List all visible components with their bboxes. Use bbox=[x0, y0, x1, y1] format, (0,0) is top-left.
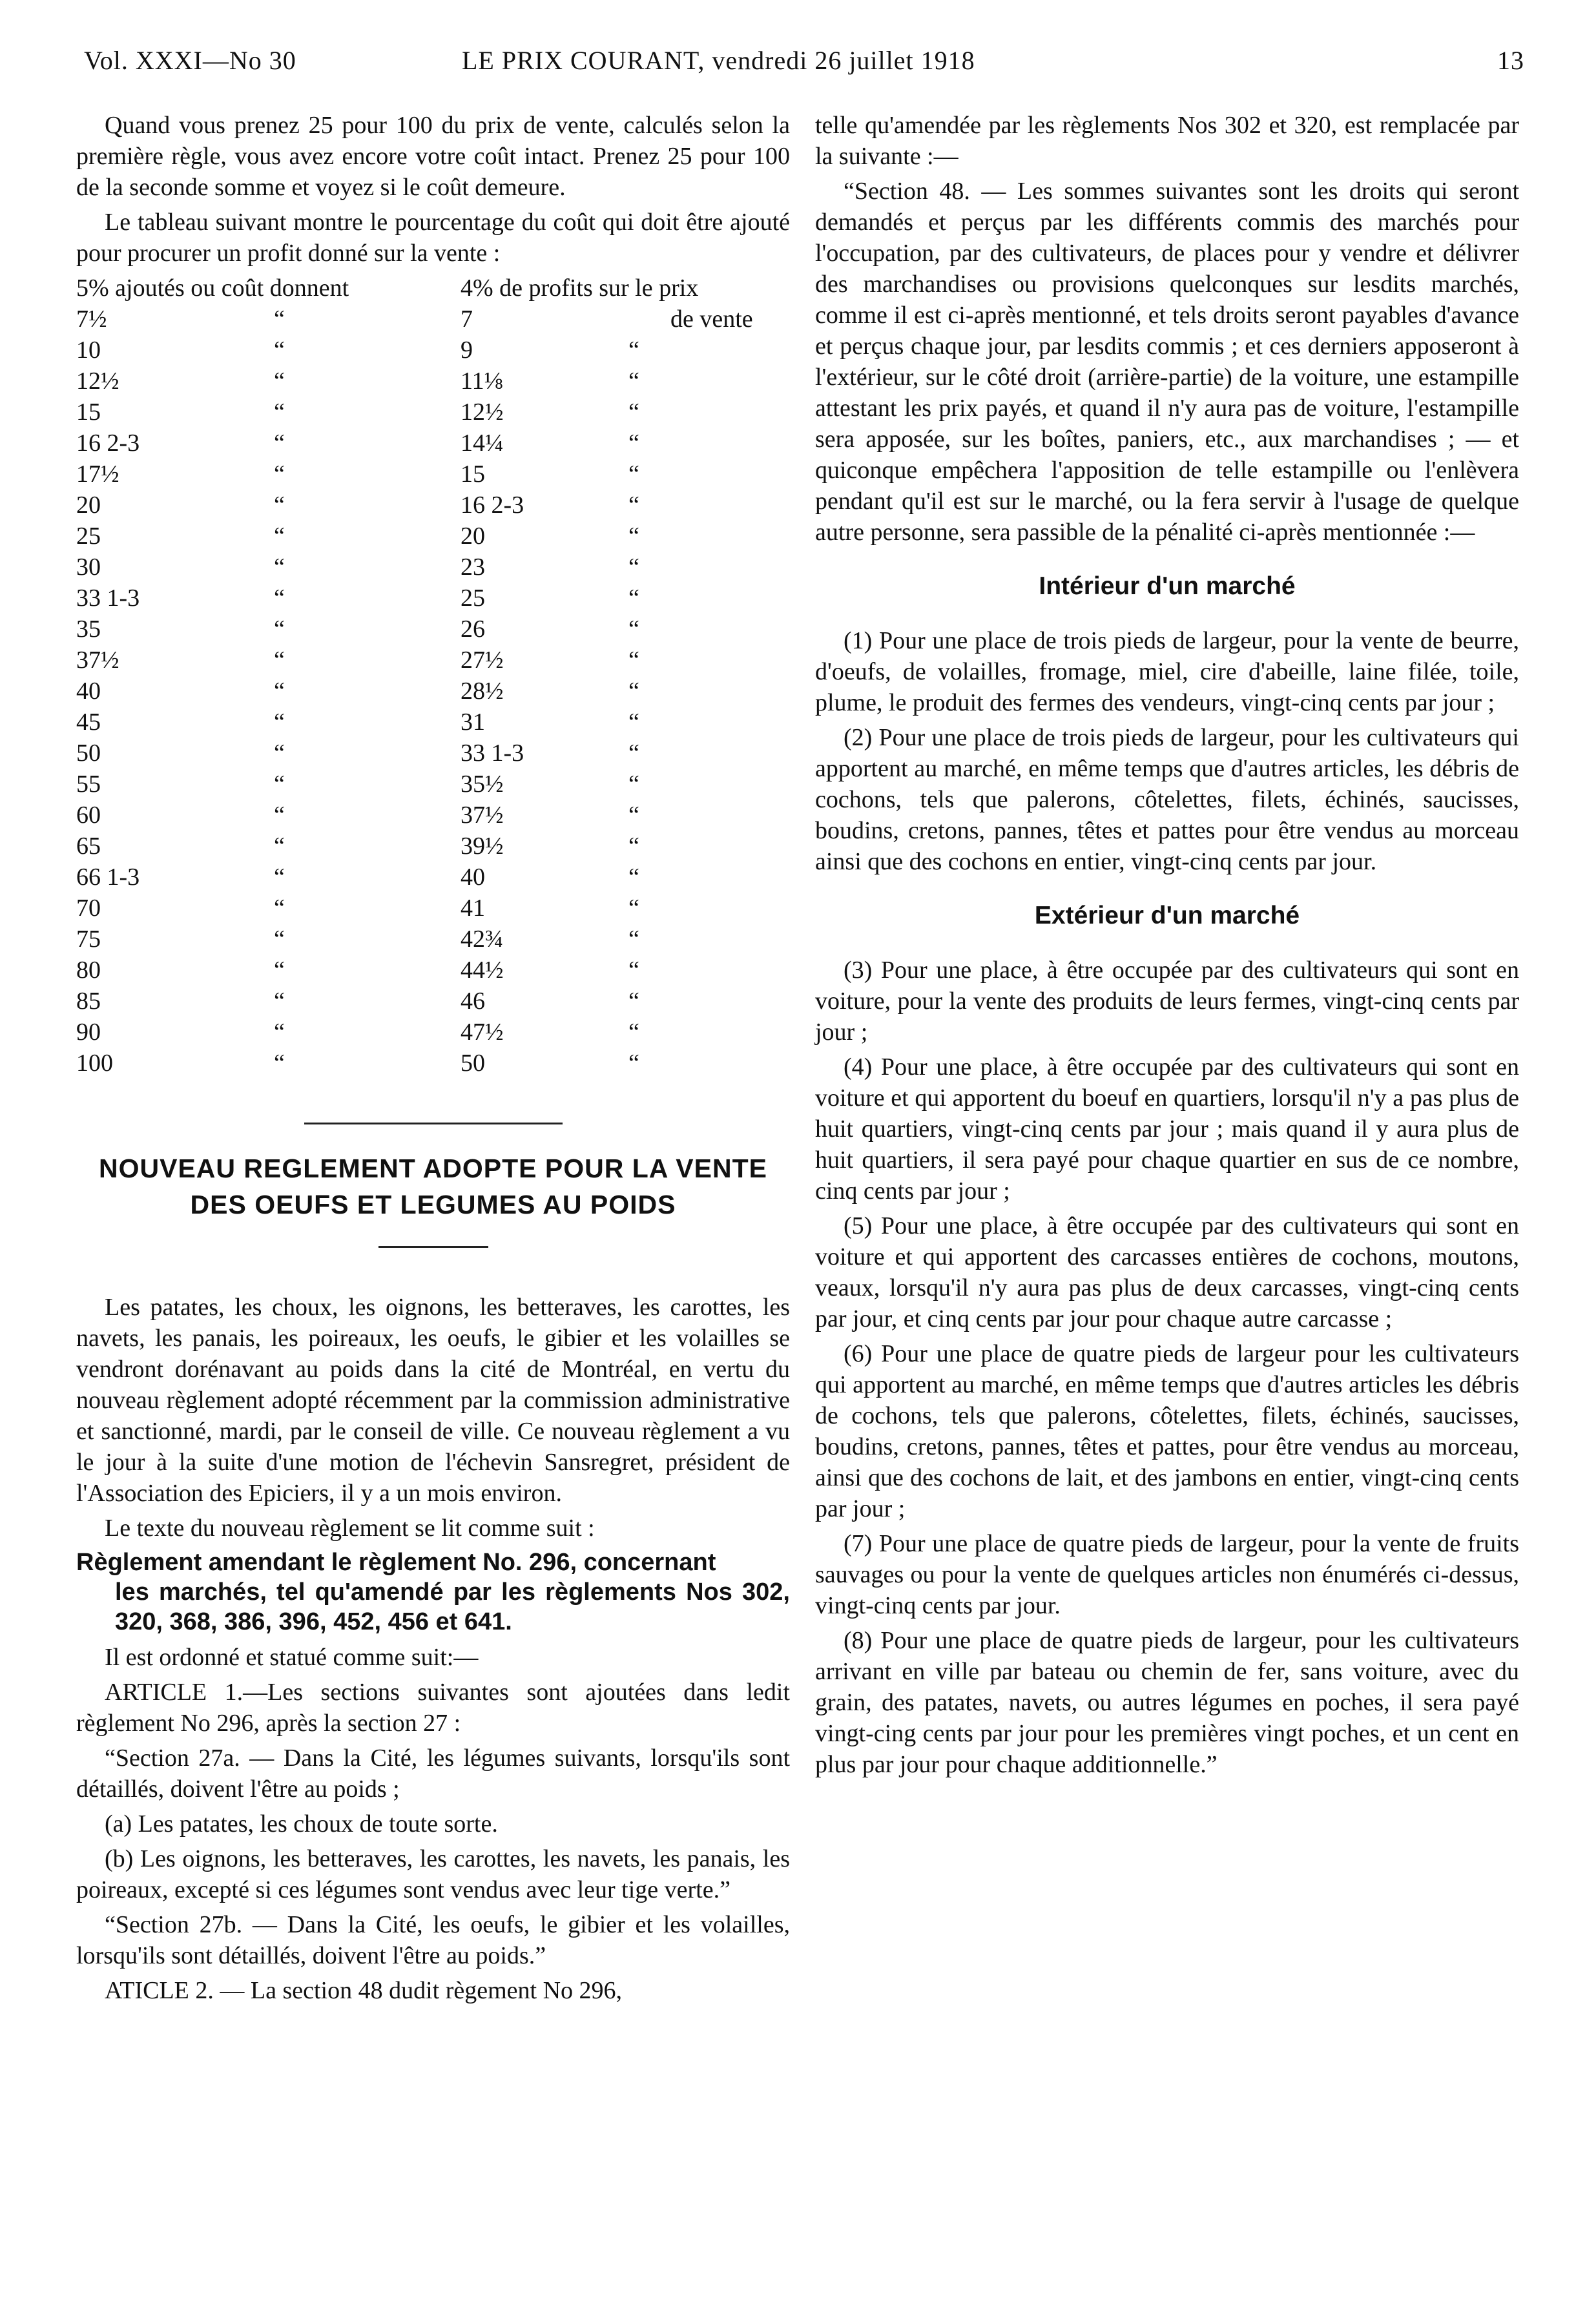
table-cell-profit: 28½ bbox=[461, 678, 504, 705]
table-cell-added: 75 bbox=[76, 926, 101, 953]
divider bbox=[378, 1246, 488, 1248]
table-cell-added: 60 bbox=[76, 802, 101, 829]
table-cell-profit: 35½ bbox=[461, 771, 504, 798]
table-row bbox=[76, 428, 790, 459]
ditto-mark: “ bbox=[274, 957, 285, 984]
table-cell-profit: 26 bbox=[461, 616, 485, 643]
table-cell-profit: 40 bbox=[461, 864, 485, 891]
table-tail-label: de vente bbox=[670, 305, 753, 333]
fee-item: (1) Pour une place de trois pieds de largeur, pour la vente de beurre, d'oeufs, de volailles, fromage, miel, cire d'abeille, laine filée, toile, plume, le produit des fermes des vendeurs, vingt-cinq cents par jour ; bbox=[815, 627, 1519, 716]
table-row bbox=[76, 645, 790, 676]
table-row bbox=[76, 304, 790, 335]
volume-number: Vol. XXXI—No 30 bbox=[84, 46, 296, 75]
table-cell-added: 70 bbox=[76, 895, 101, 922]
fee-item: (2) Pour une place de trois pieds de largeur, pour les cultivateurs qui apportent au marché, en même temps que d'autres articles, les débris de cochons, tels que palerons, côtelettes, filets, échinés, saucisses, boudins, cretons, pannes, têtes et pattes pour être vendus au morceau ainsi que des cochons en entier, vingt-cinq cents par jour. bbox=[815, 724, 1519, 875]
ditto-mark: “ bbox=[628, 988, 639, 1015]
table-row bbox=[76, 521, 790, 552]
ditto-mark: “ bbox=[274, 523, 285, 550]
table-row bbox=[76, 707, 790, 738]
table-cell-profit: 16 2-3 bbox=[461, 492, 524, 519]
table-cell-profit: 12½ bbox=[461, 399, 504, 426]
article-paragraph: ARTICLE 1.—Les sections suivantes sont ajoutées dans ledit règlement No 296, après la section 27 : bbox=[76, 1679, 790, 1737]
table-cell-profit: 44½ bbox=[461, 957, 504, 984]
table-cell-profit: 42¾ bbox=[461, 926, 504, 953]
ditto-mark: “ bbox=[274, 616, 285, 643]
ditto-mark: “ bbox=[628, 430, 639, 457]
table-cell-added: 45 bbox=[76, 709, 101, 736]
ditto-mark: “ bbox=[628, 399, 639, 426]
article-paragraph: telle qu'amendée par les règlements Nos 302 et 320, est remplacée par la suivante :— bbox=[815, 112, 1519, 170]
table-row bbox=[76, 459, 790, 490]
table-row bbox=[76, 397, 790, 428]
article-paragraph: Il est ordonné et statué comme suit:— bbox=[105, 1644, 479, 1671]
table-row bbox=[76, 924, 790, 955]
table-row bbox=[76, 676, 790, 707]
ditto-mark: “ bbox=[274, 833, 285, 860]
newspaper-title: LE PRIX COURANT, vendredi 26 juillet 1918 bbox=[462, 46, 975, 75]
ditto-mark: “ bbox=[274, 740, 285, 767]
table-cell-added: 50 bbox=[76, 740, 101, 767]
ditto-mark: “ bbox=[274, 771, 285, 798]
table-cell-profit: 20 bbox=[461, 523, 485, 550]
table-cell-profit: 37½ bbox=[461, 802, 504, 829]
table-cell-added: 33 1-3 bbox=[76, 585, 140, 612]
page-number: 13 bbox=[1497, 46, 1524, 75]
table-row bbox=[76, 583, 790, 614]
ditto-mark: “ bbox=[274, 647, 285, 674]
ditto-mark: “ bbox=[628, 926, 639, 953]
table-cell-profit: 9 bbox=[461, 337, 473, 364]
fee-item: (3) Pour une place, à être occupée par des cultivateurs qui sont en voiture, pour la vente des produits de leurs fermes, vingt-cinq cents par jour ; bbox=[815, 957, 1519, 1046]
table-cell-profit: 14¼ bbox=[461, 430, 504, 457]
table-cell-added: 66 1-3 bbox=[76, 864, 140, 891]
table-cell-added: 12½ bbox=[76, 368, 119, 395]
ditto-mark: “ bbox=[628, 461, 639, 488]
ditto-mark: “ bbox=[628, 740, 639, 767]
table-cell-added: 80 bbox=[76, 957, 101, 984]
table-cell-added: 85 bbox=[76, 988, 101, 1015]
fee-item: (4) Pour une place, à être occupée par des cultivateurs qui sont en voiture et qui apportent du boeuf en quartiers, lorsqu'il n'y a pas plus de huit quartiers, vingt-cinq cents par jour ; mais quand il y aura plus de huit quartiers, il sera payé pour chaque quartier en sus de ce nombre, cinq cents par jour ; bbox=[815, 1053, 1519, 1205]
table-cell-profit: 31 bbox=[461, 709, 485, 736]
subheading: Intérieur d'un marché bbox=[1039, 572, 1296, 600]
ditto-mark: “ bbox=[628, 337, 639, 364]
percentage-table bbox=[76, 273, 790, 1079]
ditto-mark: “ bbox=[274, 678, 285, 705]
ditto-mark: “ bbox=[274, 305, 285, 333]
table-row bbox=[76, 893, 790, 924]
table-cell-profit: 27½ bbox=[461, 647, 504, 674]
table-cell-profit: 50 bbox=[461, 1050, 485, 1077]
ditto-mark: “ bbox=[274, 709, 285, 736]
bylaw-title bbox=[76, 1548, 790, 1637]
page-header bbox=[84, 45, 1524, 84]
ditto-mark: “ bbox=[274, 368, 285, 395]
ditto-mark: “ bbox=[274, 926, 285, 953]
table-cell-added: 10 bbox=[76, 337, 101, 364]
article-paragraph: Le texte du nouveau règlement se lit comme suit : bbox=[105, 1515, 595, 1542]
fee-item: (6) Pour une place de quatre pieds de largeur pour les cultivateurs qui apportent au marché, en même temps que d'autres articles les débris de cochons, tels que palerons, côtelettes, filets, échinés, saucisses, boudins, cretons, pannes, têtes et pattes, pour être vendus au morceau, ainsi que des cochons de lait, et des jambons en entier, vingt-cinq cents par jour ; bbox=[815, 1340, 1519, 1522]
right-column bbox=[815, 110, 1519, 1784]
table-intro-paragraph: Le tableau suivant montre le pourcentage du coût qui doit être ajouté pour procurer un profit donné sur la vente : bbox=[76, 209, 790, 267]
table-row bbox=[76, 366, 790, 397]
table-header-left: 5% ajoutés ou coût donnent bbox=[76, 274, 349, 302]
ditto-mark: “ bbox=[628, 1050, 639, 1077]
table-row bbox=[76, 955, 790, 986]
ditto-mark: “ bbox=[628, 678, 639, 705]
ditto-mark: “ bbox=[274, 461, 285, 488]
article-paragraph: ATICLE 2. — La section 48 dudit règement No 296, bbox=[105, 1977, 623, 2004]
table-cell-added: 7½ bbox=[76, 305, 107, 333]
divider bbox=[304, 1123, 563, 1124]
ditto-mark: “ bbox=[628, 802, 639, 829]
table-cell-added: 90 bbox=[76, 1019, 101, 1046]
article-paragraph: “Section 48. — Les sommes suivantes sont les droits qui seront demandés et perçus par les différents commis des marchés pour l'occupation, par des cultivateurs, de places pour y vendre et délivrer des marchandises ou provisions quelconques sur lesdits marchés, comme il est ci-après mentionné, et tels droits seront payables d'avance et perçus chaque jour, par lesdits commis ; et ces derniers apposeront à l'extérieur, sur le côté droit (arrière-partie) de la voiture, une estampille attestant les prix payés, et quand il n'y aura pas de voiture, l'estampille sera apposée, sur les boîtes, paniers, etc., aux marchandises ; — et quiconque empêchera l'apposition de telle estampille ou l'enlèvera pendant qu'il est sur le marché, ou la fera servir à l'usage de quelque autre personne, sera passible de la pénalité ci-après mentionnée :— bbox=[815, 178, 1519, 546]
table-cell-profit: 33 1-3 bbox=[461, 740, 524, 767]
table-cell-added: 100 bbox=[76, 1050, 113, 1077]
table-header-right: 4% de profits sur le prix bbox=[461, 274, 699, 302]
table-cell-added: 40 bbox=[76, 678, 101, 705]
ditto-mark: “ bbox=[628, 368, 639, 395]
article-paragraph: (a) Les patates, les choux de toute sorte. bbox=[105, 1810, 498, 1838]
ditto-mark: “ bbox=[628, 523, 639, 550]
ditto-mark: “ bbox=[274, 1019, 285, 1046]
table-cell-added: 55 bbox=[76, 771, 101, 798]
article-paragraph: “Section 27b. — Dans la Cité, les oeufs, le gibier et les volailles, lorsqu'ils sont détaillés, doivent l'être au poids.” bbox=[76, 1911, 790, 1969]
table-row bbox=[76, 1048, 790, 1079]
ditto-mark: “ bbox=[628, 616, 639, 643]
ditto-mark: “ bbox=[274, 554, 285, 581]
ditto-mark: “ bbox=[628, 1019, 639, 1046]
ditto-mark: “ bbox=[628, 554, 639, 581]
table-cell-profit: 15 bbox=[461, 461, 485, 488]
table-cell-profit: 23 bbox=[461, 554, 485, 581]
bylaw-title-line: Règlement amendant le règlement No. 296, concernant bbox=[76, 1549, 716, 1576]
ditto-mark: “ bbox=[628, 492, 639, 519]
table-cell-profit: 47½ bbox=[461, 1019, 504, 1046]
table-row bbox=[76, 800, 790, 831]
left-column bbox=[76, 110, 790, 2010]
table-cell-profit: 25 bbox=[461, 585, 485, 612]
ditto-mark: “ bbox=[274, 864, 285, 891]
ditto-mark: “ bbox=[628, 585, 639, 612]
table-cell-added: 16 2-3 bbox=[76, 430, 140, 457]
article-paragraph: (b) Les oignons, les betteraves, les carottes, les navets, les panais, les poireaux, excepté si ces légumes sont vendus avec leur tige verte.” bbox=[76, 1845, 790, 1903]
ditto-mark: “ bbox=[628, 957, 639, 984]
table-cell-added: 20 bbox=[76, 492, 101, 519]
ditto-mark: “ bbox=[274, 337, 285, 364]
table-cell-added: 15 bbox=[76, 399, 101, 426]
ditto-mark: “ bbox=[274, 895, 285, 922]
ditto-mark: “ bbox=[274, 585, 285, 612]
table-cell-profit: 39½ bbox=[461, 833, 504, 860]
ditto-mark: “ bbox=[274, 430, 285, 457]
article-paragraph: “Section 27a. — Dans la Cité, les légumes suivants, lorsqu'ils sont détaillés, doivent l'être au poids ; bbox=[76, 1745, 790, 1803]
intro-paragraph: Quand vous prenez 25 pour 100 du prix de vente, calculés selon la première règle, vous avez encore votre coût intact. Prenez 25 pour 100 de la seconde somme et voyez si le coût demeure. bbox=[76, 112, 790, 201]
table-cell-profit: 46 bbox=[461, 988, 485, 1015]
article-headline: NOUVEAU REGLEMENT ADOPTE POUR LA VENTE DES OEUFS ET LEGUMES AU POIDS bbox=[99, 1154, 767, 1219]
ditto-mark: “ bbox=[628, 833, 639, 860]
ditto-mark: “ bbox=[274, 492, 285, 519]
ditto-mark: “ bbox=[274, 1050, 285, 1077]
table-cell-added: 30 bbox=[76, 554, 101, 581]
table-row bbox=[76, 614, 790, 645]
table-cell-added: 65 bbox=[76, 833, 101, 860]
table-cell-added: 17½ bbox=[76, 461, 119, 488]
ditto-mark: “ bbox=[274, 399, 285, 426]
ditto-mark: “ bbox=[628, 895, 639, 922]
fee-item: (7) Pour une place de quatre pieds de largeur, pour la vente de fruits sauvages ou pour la vente de quelques articles non énumérés ci-dessus, vingt-cinq cents par jour. bbox=[815, 1530, 1519, 1619]
table-cell-profit: 41 bbox=[461, 895, 485, 922]
ditto-mark: “ bbox=[628, 771, 639, 798]
table-header-row bbox=[76, 273, 790, 304]
fee-item: (5) Pour une place, à être occupée par des cultivateurs qui sont en voiture et qui apportent des carcasses entières de cochons, moutons, veaux, lorsqu'il n'y aura pas plus de deux carcasses, vingt-cinq cents par jour, et cinq cents par jour pour chaque autre carcasse ; bbox=[815, 1212, 1519, 1332]
table-row bbox=[76, 862, 790, 893]
table-row bbox=[76, 769, 790, 800]
fee-item: (8) Pour une place de quatre pieds de largeur, pour les cultivateurs arrivant en ville par bateau ou chemin de fer, sans voiture, avec du grain, des patates, navets, ou autres légumes en poches, il sera payé vingt-cing cents par jour pour les premières vingt poches, et un cent en plus par jour pour chaque additionnelle.” bbox=[815, 1627, 1519, 1778]
table-row bbox=[76, 1017, 790, 1048]
bylaw-title-line: les marchés, tel qu'amendé par les règlements Nos 302, 320, 368, 386, 396, 452, 456 et 641. bbox=[115, 1579, 790, 1635]
table-cell-profit: 11⅛ bbox=[461, 368, 503, 395]
table-cell-added: 35 bbox=[76, 616, 101, 643]
table-row bbox=[76, 831, 790, 862]
table-row bbox=[76, 552, 790, 583]
ditto-mark: “ bbox=[274, 802, 285, 829]
table-cell-added: 25 bbox=[76, 523, 101, 550]
ditto-mark: “ bbox=[628, 864, 639, 891]
table-row bbox=[76, 738, 790, 769]
table-cell-added: 37½ bbox=[76, 647, 119, 674]
table-body bbox=[76, 335, 790, 1079]
article-paragraph: Les patates, les choux, les oignons, les betteraves, les carottes, les navets, les panais, les poireaux, les oeufs, le gibier et les volailles se vendront dorénavant au poids dans la cité de Montréal, en vertu du nouveau règlement adopté récemment par la commission administrative et sanctionné, mardi, par le conseil de ville. Ce nouveau règlement a vu le jour à la suite d'une motion de l'échevin Sansregret, président de l'Association des Epiciers, il y a un mois environ. bbox=[76, 1294, 790, 1507]
ditto-mark: “ bbox=[628, 647, 639, 674]
subheading: Extérieur d'un marché bbox=[1034, 902, 1300, 929]
ditto-mark: “ bbox=[628, 709, 639, 736]
table-cell-profit: 7 bbox=[461, 305, 473, 333]
table-row bbox=[76, 335, 790, 366]
ditto-mark: “ bbox=[274, 988, 285, 1015]
table-row bbox=[76, 490, 790, 521]
table-row bbox=[76, 986, 790, 1017]
